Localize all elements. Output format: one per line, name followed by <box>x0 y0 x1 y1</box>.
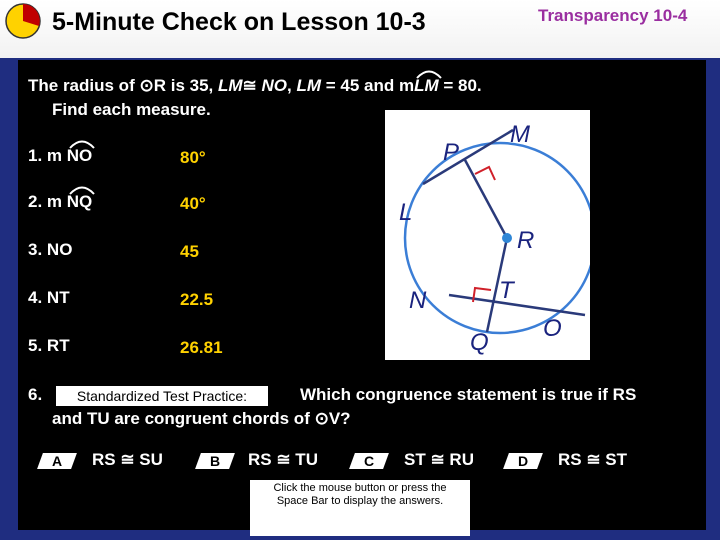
question-2: 2. m NQ <box>28 192 92 212</box>
option-c-button[interactable]: C <box>349 453 389 469</box>
advance-hint[interactable] <box>250 480 470 536</box>
label-N: N <box>409 287 427 314</box>
answer-3: 45 <box>180 242 199 261</box>
question-5: 5. RT <box>28 336 70 355</box>
header-bar <box>0 0 720 58</box>
label-L: L <box>399 199 413 226</box>
label-R: R <box>517 227 535 254</box>
label-P: P <box>443 139 460 166</box>
standardized-test-badge: Standardized Test Practice: <box>56 386 268 406</box>
label-O: O <box>543 315 562 342</box>
transparency-label: Transparency 10-4 <box>538 6 688 25</box>
prompt-line-1: The radius of ⊙R is 35, LM≅ NO, LM = 45 and m LM = 80. <box>28 76 482 96</box>
prompt-line-2: Find each measure. <box>52 100 211 119</box>
label-T: T <box>499 277 514 304</box>
clock-logo-icon <box>4 2 42 40</box>
answer-4: 22.5 <box>180 290 214 309</box>
question-4: 4. NT <box>28 288 70 307</box>
option-b-text: RS ≅ TU <box>248 450 318 469</box>
option-d-button[interactable]: D <box>503 453 543 469</box>
label-Q: Q <box>470 329 489 356</box>
hint-line-2: Space Bar to display the answers. <box>276 495 444 507</box>
circle-figure <box>385 110 590 360</box>
question-6-line-1: Which congruence statement is true if RS <box>300 385 637 404</box>
page-title: 5-Minute Check on Lesson 10-3 <box>52 8 426 36</box>
answer-1: 80° <box>180 148 206 167</box>
hint-line-1: Click the mouse button or press the <box>273 482 447 494</box>
label-M: M <box>510 121 530 148</box>
option-c-text: ST ≅ RU <box>404 450 474 469</box>
question-1: 1. m NO <box>28 146 92 166</box>
answer-2: 40° <box>180 194 206 213</box>
option-d-text: RS ≅ ST <box>558 450 628 469</box>
question-6-line-2: and TU are congruent chords of ⊙V? <box>52 409 351 428</box>
circle-diagram <box>385 110 590 360</box>
question-3: 3. NO <box>28 240 73 259</box>
option-b-button[interactable]: B <box>195 453 235 469</box>
option-a-text: RS ≅ SU <box>92 450 163 469</box>
question-6-number: 6. <box>28 385 43 404</box>
option-a-button[interactable]: A <box>37 453 77 469</box>
answer-5: 26.81 <box>180 338 223 357</box>
